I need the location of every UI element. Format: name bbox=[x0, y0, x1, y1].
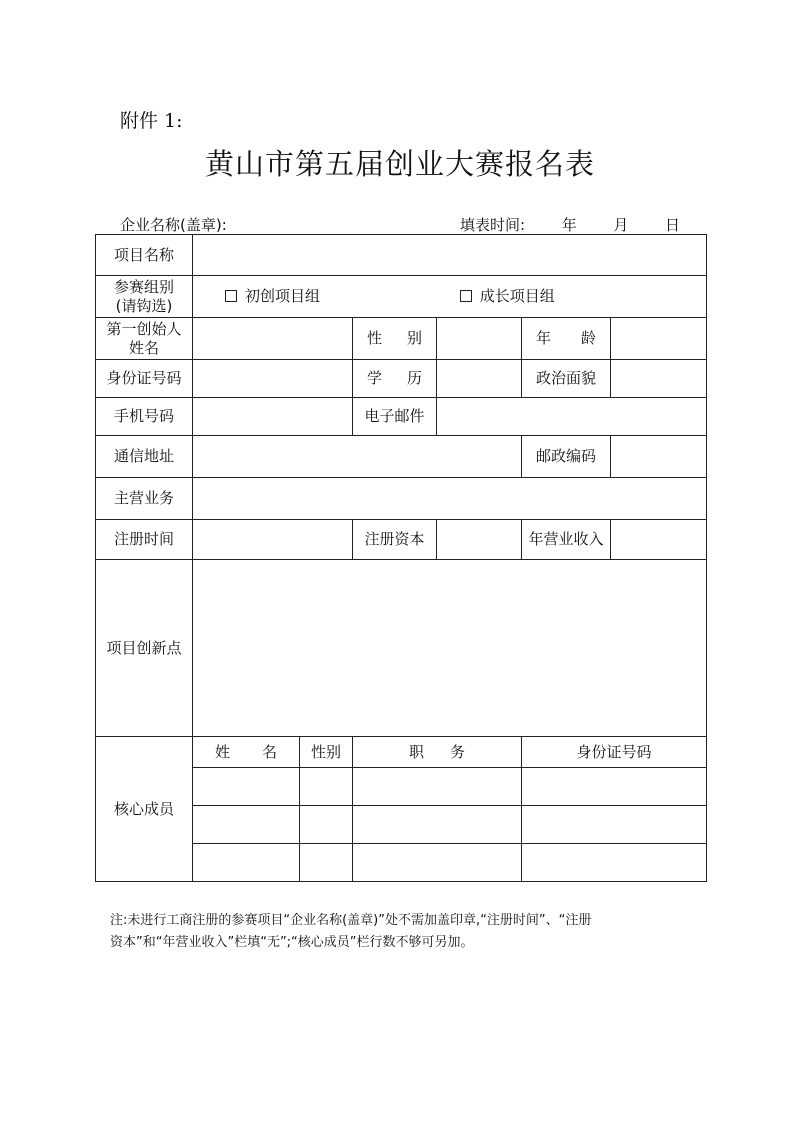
education-b: 历 bbox=[406, 369, 422, 387]
id-number-label: 身份证号码 bbox=[96, 360, 193, 398]
founder-name-field[interactable] bbox=[193, 318, 353, 360]
core-members-label: 核心成员 bbox=[96, 737, 193, 882]
member-cell[interactable] bbox=[353, 844, 522, 882]
member-name-a: 姓 bbox=[215, 742, 231, 761]
political-status-field[interactable] bbox=[611, 360, 707, 398]
age-label bbox=[522, 318, 611, 360]
annual-revenue-label: 年营业收入 bbox=[522, 520, 611, 560]
gender-b: 别 bbox=[406, 329, 422, 347]
member-cell[interactable] bbox=[522, 806, 707, 844]
reg-time-label: 注册时间 bbox=[96, 520, 193, 560]
address-field[interactable] bbox=[193, 436, 522, 478]
member-cell[interactable] bbox=[353, 806, 522, 844]
reg-capital-label: 注册资本 bbox=[353, 520, 437, 560]
month-label: 月 bbox=[613, 216, 629, 234]
education-a: 学 bbox=[367, 369, 383, 387]
checkbox-icon[interactable] bbox=[225, 290, 237, 302]
member-cell[interactable] bbox=[193, 844, 300, 882]
year-label: 年 bbox=[561, 216, 577, 234]
fill-date bbox=[460, 214, 680, 235]
registration-form bbox=[95, 234, 707, 882]
reg-time-field[interactable] bbox=[193, 520, 353, 560]
main-business-field[interactable] bbox=[193, 478, 707, 520]
gender-a: 性 bbox=[367, 329, 383, 347]
postal-code-label: 邮政编码 bbox=[522, 436, 611, 478]
group-label bbox=[96, 276, 193, 318]
group-label-line2: (请钩选) bbox=[115, 296, 173, 315]
member-position-b: 务 bbox=[449, 742, 465, 761]
day-label: 日 bbox=[664, 216, 680, 234]
education-label bbox=[353, 360, 437, 398]
footnote bbox=[110, 910, 710, 954]
company-name-label: 企业名称(盖章): bbox=[120, 216, 227, 234]
member-cell[interactable] bbox=[300, 768, 353, 806]
member-cell[interactable] bbox=[522, 768, 707, 806]
member-cell[interactable] bbox=[522, 844, 707, 882]
address-label: 通信地址 bbox=[96, 436, 193, 478]
age-field[interactable] bbox=[611, 318, 707, 360]
phone-field[interactable] bbox=[193, 398, 353, 436]
member-cell[interactable] bbox=[300, 844, 353, 882]
gender-label bbox=[353, 318, 437, 360]
age-a: 年 bbox=[536, 329, 552, 347]
innovation-field[interactable] bbox=[193, 560, 707, 737]
founder-label bbox=[96, 318, 193, 360]
member-gender-header: 性别 bbox=[300, 737, 353, 768]
member-cell[interactable] bbox=[193, 768, 300, 806]
group-label-line1: 参赛组别 bbox=[113, 277, 174, 296]
member-name-header bbox=[193, 737, 300, 768]
innovation-label: 项目创新点 bbox=[96, 560, 193, 737]
member-cell[interactable] bbox=[193, 806, 300, 844]
member-cell[interactable] bbox=[300, 806, 353, 844]
main-business-label: 主营业务 bbox=[96, 478, 193, 520]
footnote-line1: 注:未进行工商注册的参赛项目“企业名称(盖章)”处不需加盖印章,“注册时间”、“注册 bbox=[110, 913, 592, 928]
postal-code-field[interactable] bbox=[611, 436, 707, 478]
reg-capital-field[interactable] bbox=[437, 520, 522, 560]
annual-revenue-field[interactable] bbox=[611, 520, 707, 560]
option-growth[interactable] bbox=[460, 287, 555, 306]
option-startup[interactable] bbox=[225, 287, 455, 306]
member-name-b: 名 bbox=[261, 742, 277, 761]
email-label: 电子邮件 bbox=[353, 398, 437, 436]
group-options bbox=[193, 276, 707, 318]
member-cell[interactable] bbox=[353, 768, 522, 806]
member-id-header: 身份证号码 bbox=[522, 737, 707, 768]
phone-label: 手机号码 bbox=[96, 398, 193, 436]
gender-field[interactable] bbox=[437, 318, 522, 360]
email-field[interactable] bbox=[437, 398, 707, 436]
founder-label-line2: 姓名 bbox=[128, 338, 159, 357]
footnote-line2: 资本”和“年营业收入”栏填“无”;“核心成员”栏行数不够可另加。 bbox=[110, 935, 474, 950]
founder-label-line1: 第一创始人 bbox=[106, 319, 182, 338]
page-title: 黄山市第五届创业大赛报名表 bbox=[204, 147, 595, 181]
attachment-label: 附件 1: bbox=[120, 110, 183, 132]
project-name-label: 项目名称 bbox=[96, 235, 193, 276]
member-position-header bbox=[353, 737, 522, 768]
member-position-a: 职 bbox=[409, 742, 425, 761]
fill-date-label: 填表时间: bbox=[460, 216, 526, 234]
option-growth-label: 成长项目组 bbox=[479, 287, 555, 305]
education-field[interactable] bbox=[437, 360, 522, 398]
checkbox-icon[interactable] bbox=[460, 290, 472, 302]
project-name-field[interactable] bbox=[193, 235, 707, 276]
political-status-label: 政治面貌 bbox=[522, 360, 611, 398]
option-startup-label: 初创项目组 bbox=[245, 287, 321, 305]
age-b: 龄 bbox=[580, 329, 596, 347]
id-number-field[interactable] bbox=[193, 360, 353, 398]
